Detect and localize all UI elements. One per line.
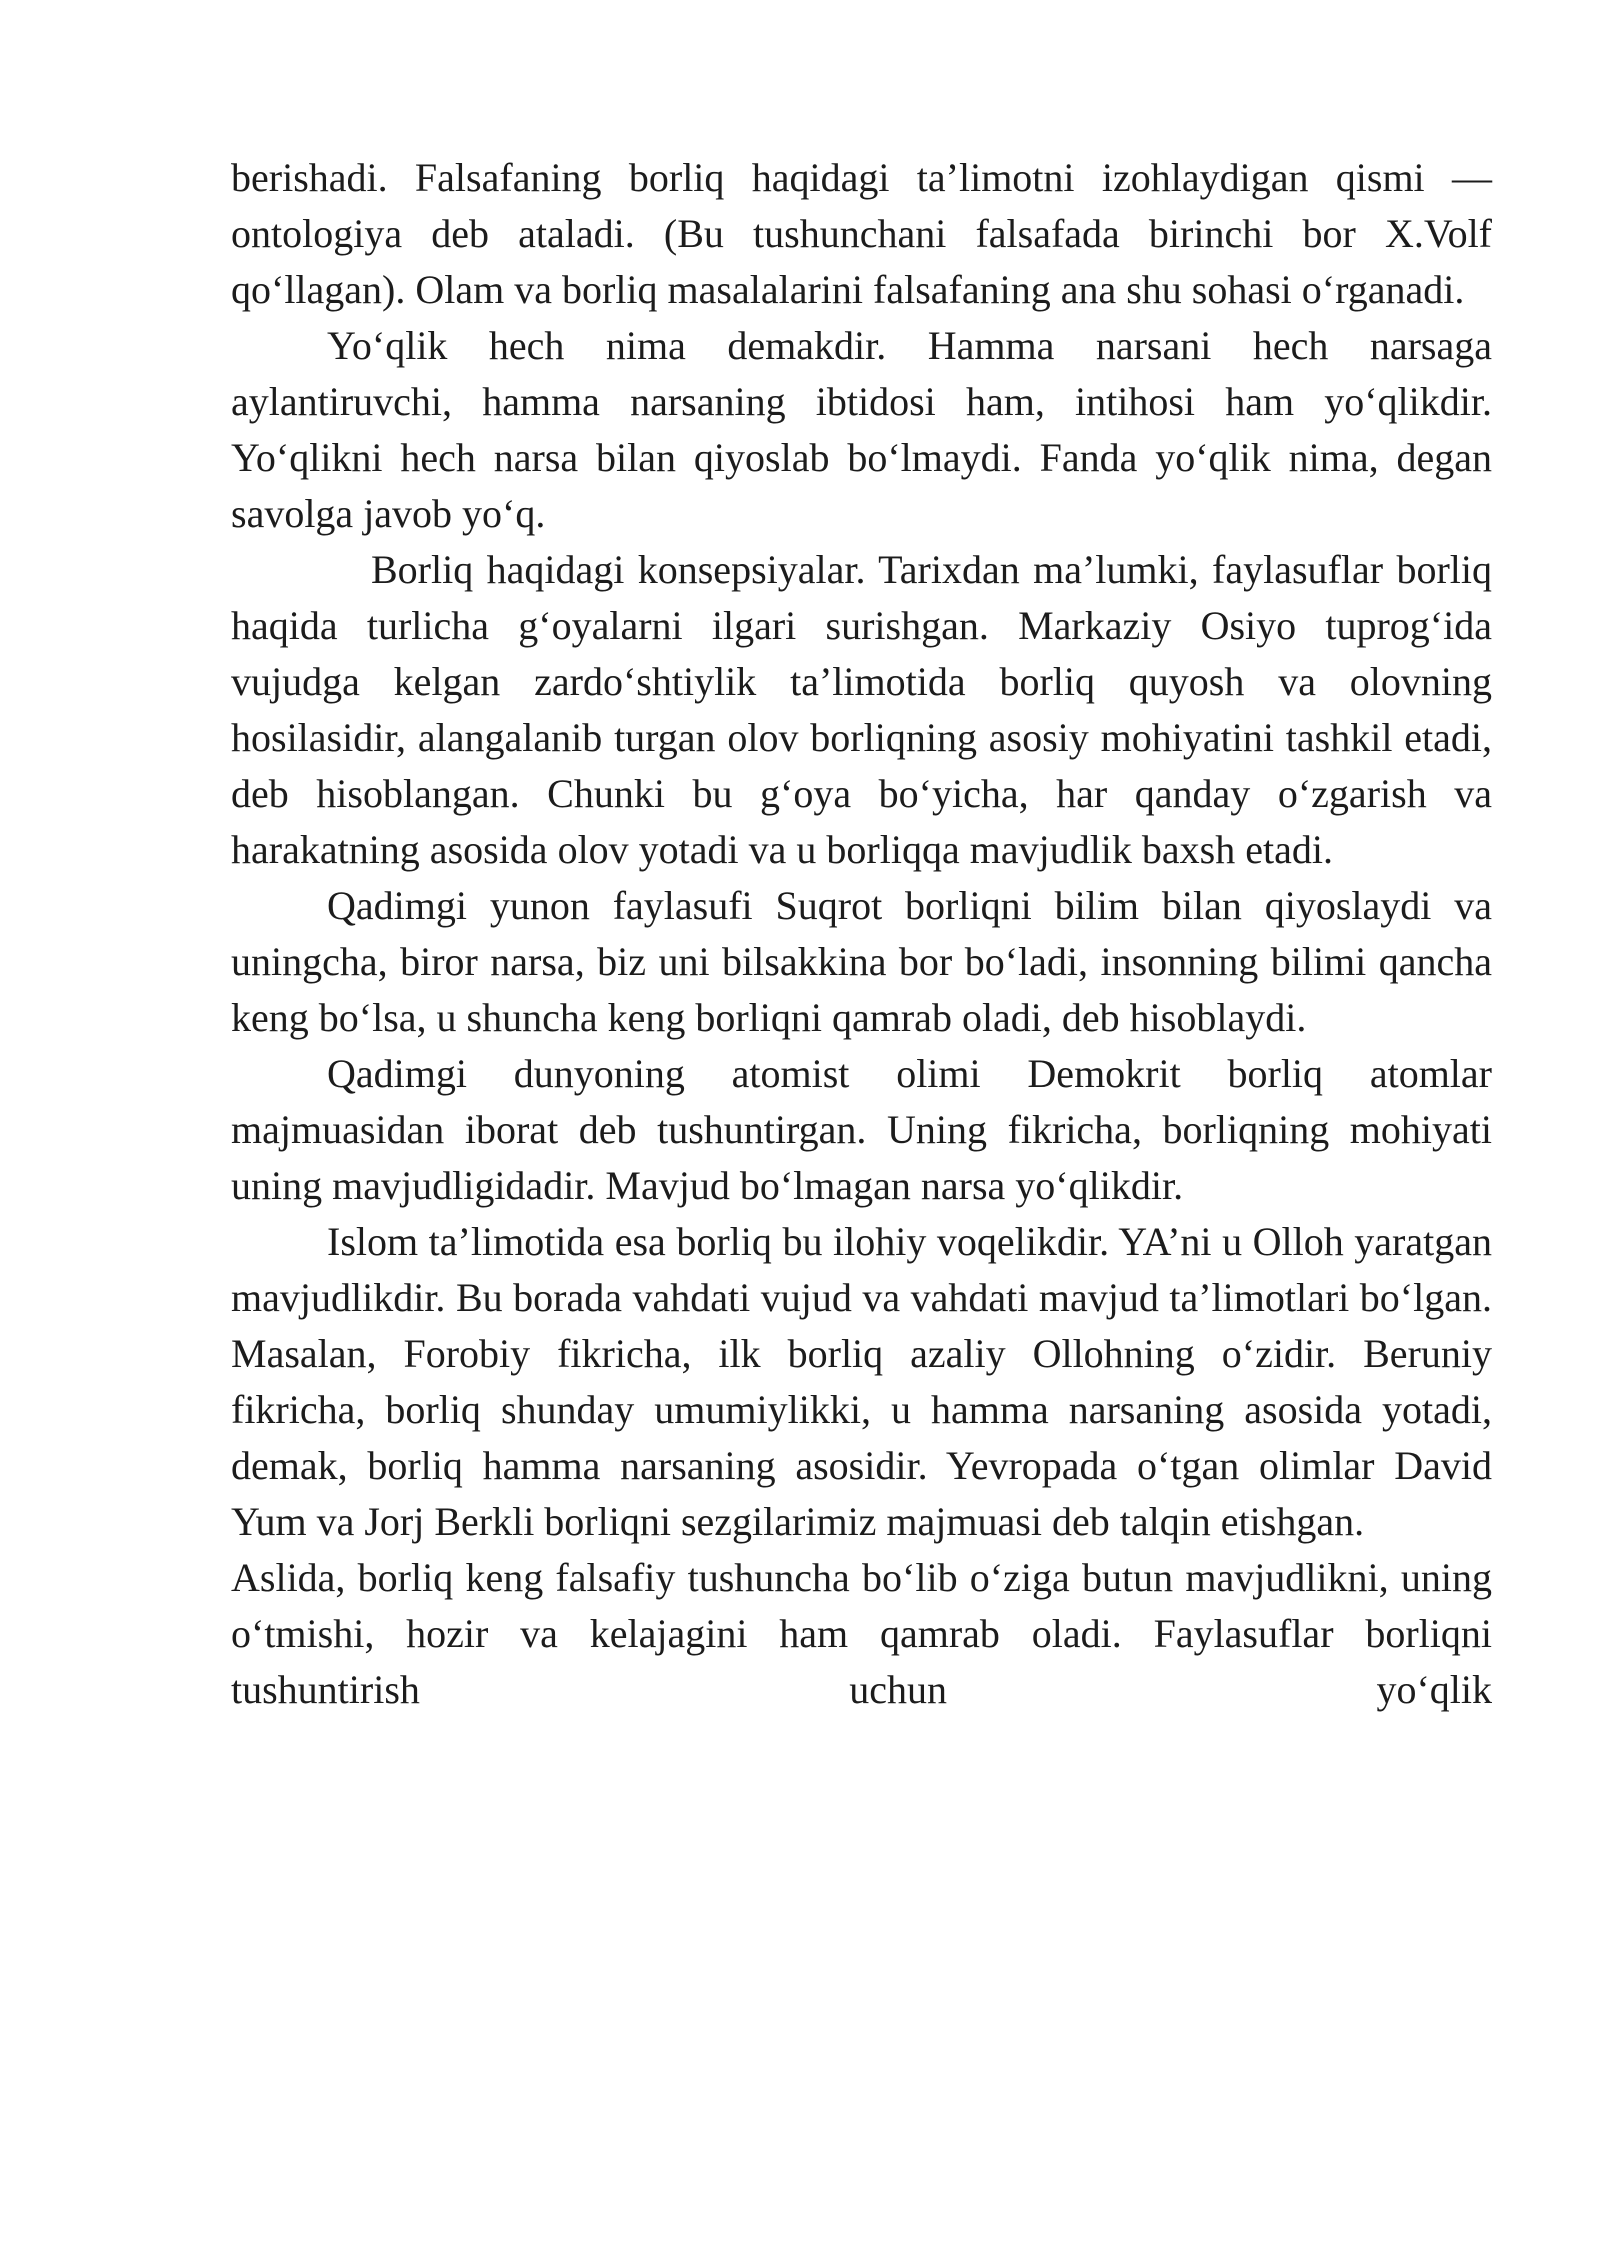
body-text [231, 150, 1492, 1718]
paragraph: Yo‘qlik hech nima demakdir. Hamma narsani hech narsaga aylantiruvchi, hamma narsaning ibtidosi ham, intihosi ham yo‘qlikdir. Yo‘qlikni hech narsa bilan qiyoslab bo‘lmaydi. Fanda yo‘qlik nima, degan savolga javob yo‘q. [231, 323, 1492, 536]
paragraph: Aslida, borliq keng falsafiy tushuncha bo‘lib o‘ziga butun mavjudlikni, uning o‘tmishi, hozir va kelajagini ham qamrab oladi. Faylasuflar borliqni tushuntirish uchun yo‘qlik [231, 1555, 1492, 1712]
paragraph: Islom ta’limotida esa borliq bu ilohiy voqelikdir. YA’ni u Olloh yaratgan mavjudlikdir. Bu borada vahdati vujud va vahdati mavjud ta’limotlari bo‘lgan. Masalan, Forobiy fikricha, ilk borliq azaliy Ollohning o‘zidir. Beruniy fikricha, borliq shunday umumiylikki, u hamma narsaning asosida yotadi, demak, borliq hamma narsaning asosidir. Yevropada o‘tgan olimlar David Yum va Jorj Berkli borliqni sezgilarimiz majmuasi deb talqin etishgan. [231, 1219, 1492, 1544]
paragraph: Qadimgi dunyoning atomist olimi Demokrit borliq atomlar majmuasidan iborat deb tushuntirgan. Uning fikricha, borliqning mohiyati uning mavjudligidadir. Mavjud bo‘lmagan narsa yo‘qlikdir. [231, 1051, 1492, 1208]
paragraph: berishadi. Falsafaning borliq haqidagi ta’limotni izohlaydigan qismi — ontologiya deb ataladi. (Bu tushunchani falsafada birinchi bor X.Volf qo‘llagan). Olam va borliq masalalarini falsafaning ana shu sohasi o‘rganadi. [231, 155, 1492, 312]
paragraph: Qadimgi yunon faylasufi Suqrot borliqni bilim bilan qiyoslaydi va uningcha, biror narsa, biz uni bilsakkina bor bo‘ladi, insonning bilimi qancha keng bo‘lsa, u shuncha keng borliqni qamrab oladi, deb hisoblaydi. [231, 883, 1492, 1040]
paragraph: Borliq haqidagi konsepsiyalar. Tarixdan ma’lumki, faylasuflar borliq haqida turlicha g‘oyalarni ilgari surishgan. Markaziy Osiyo tuprog‘ida vujudga kelgan zardo‘shtiylik ta’limotida borliq quyosh va olovning hosilasidir, alangalanib turgan olov borliqning asosiy mohiyatini tashkil etadi, deb hisoblangan. Chunki bu g‘oya bo‘yicha, har qanday o‘zgarish va harakatning asosida olov yotadi va u borliqqa mavjudlik baxsh etadi. [231, 547, 1492, 872]
